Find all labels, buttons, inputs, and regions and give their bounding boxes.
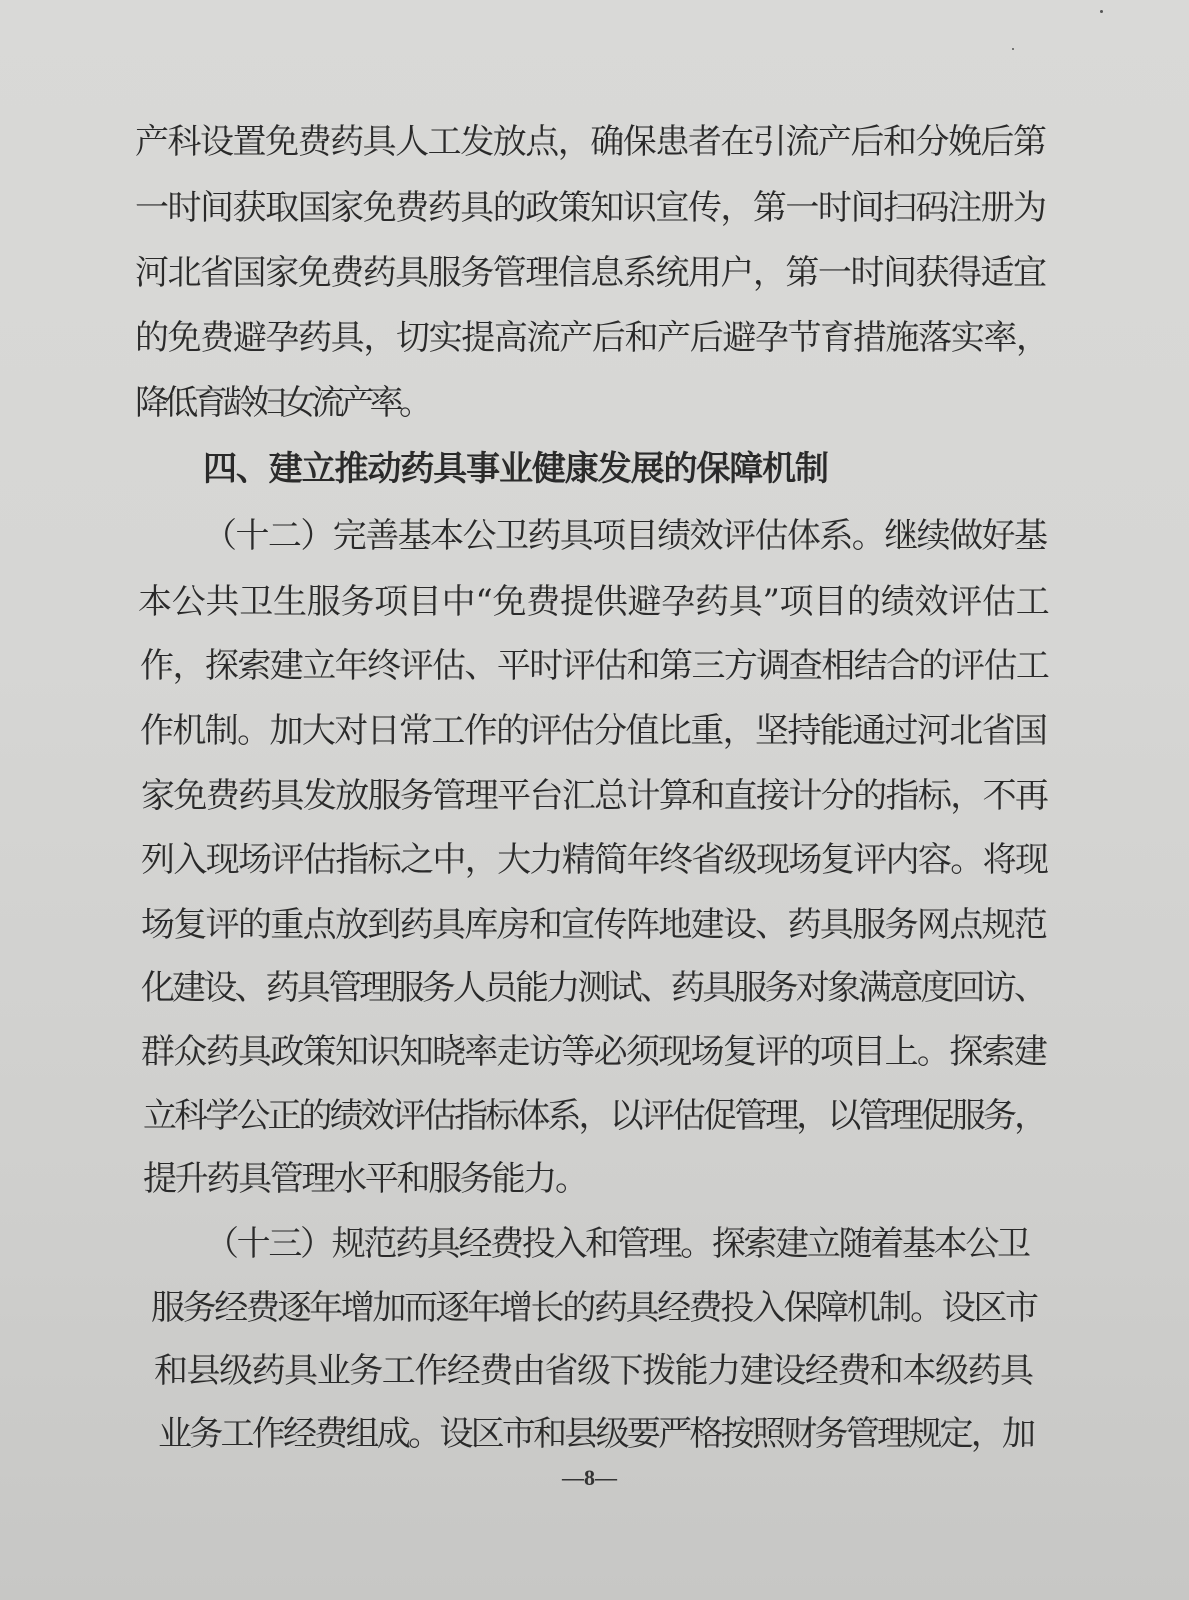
paragraph-line: 作，探索建立年终评估、平时评估和第三方调查相结合的评估工 [140,646,1049,686]
paragraph-line: 河北省国家免费药具服务管理信息系统用户，第一时间获得适宜 [135,253,1046,293]
paragraph-line: 群众药具政策知识知晓率走访等必须现场复评的项目上。探索建 [141,1032,1047,1072]
paragraph-line: 产科设置免费药具人工发放点，确保患者在引流产后和分娩后第 [135,122,1046,162]
paragraph-line: 服务经费逐年增加而逐年增长的药具经费投入保障机制。设区市 [151,1288,1037,1328]
paragraph-line: 作机制。加大对日常工作的评估分值比重，坚持能通过河北省国 [140,711,1047,751]
paragraph-line: 本公共卫生服务项目中“免费提供避孕药具”项目的绩效评估工 [138,582,1050,622]
paragraph-line: （十二）完善基本公卫药具项目绩效评估体系。继续做好基 [203,516,1047,556]
paragraph-line: 一时间获取国家免费药具的政策知识宣传，第一时间扫码注册为 [135,188,1046,228]
paragraph-line: （十三）规范药具经费投入和管理。探索建立随着基本公卫 [205,1224,1029,1264]
paper-speck [1012,48,1014,50]
paper-speck [1100,10,1103,13]
paragraph-line: 提升药具管理水平和服务能力。 [143,1159,587,1199]
paragraph-line: 立科学公正的绩效评估指标体系，以评估促管理，以管理促服务， [143,1096,1046,1136]
section-heading: 四、建立推动药具事业健康发展的保障机制 [203,449,828,489]
paragraph-line: 和县级药具业务工作经费由省级下拨能力建设经费和本级药具 [154,1351,1033,1391]
paragraph-line: 降低育龄妇女流产率。 [135,383,429,423]
paragraph-line: 的免费避孕药具，切实提高流产后和产后避孕节育措施落实率， [135,318,1049,358]
paragraph-line: 业务工作经费组成。设区市和县级要严格按照财务管理规定，加 [158,1414,1034,1454]
paragraph-line: 家免费药具发放服务管理平台汇总计算和直接计分的指标，不再 [141,776,1048,816]
paragraph-line: 场复评的重点放到药具库房和宣传阵地建设、药具服务网点规范 [141,905,1047,945]
page-number: —8— [562,1465,617,1490]
paragraph-line: 列入现场评估指标之中，大力精简年终省级现场复评内容。将现 [141,840,1048,880]
paragraph-line: 化建设、药具管理服务人员能力测试、药具服务对象满意度回访、 [141,968,1046,1008]
